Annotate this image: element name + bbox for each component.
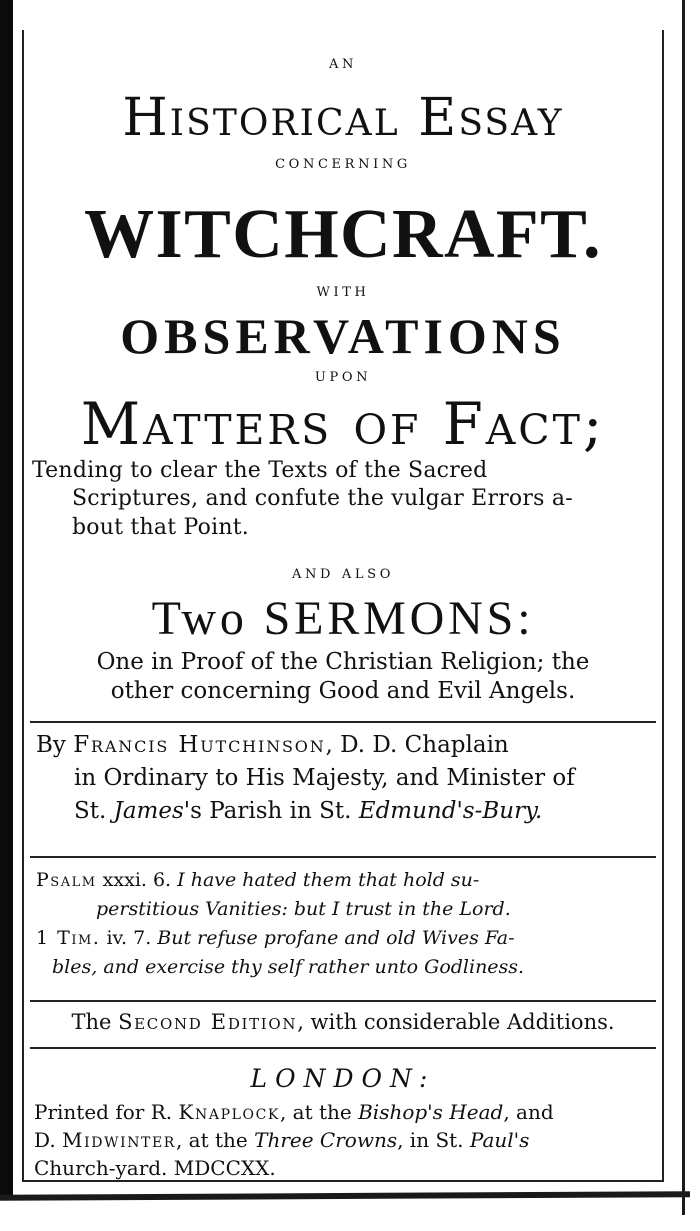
imprint-l2-b: , at the xyxy=(175,1128,248,1152)
edition-rest: , with considerable Additions. xyxy=(297,1010,615,1034)
tim-ref: 1 Tim. xyxy=(36,927,101,949)
psalm-num: xxxi. 6. xyxy=(102,869,172,891)
author-line3-b: 's Parish in St. xyxy=(183,798,352,824)
imprint-line-2 xyxy=(24,1128,672,1152)
author-place: Edmund's-Bury. xyxy=(358,798,543,824)
author-line-2: in Ordinary to His Majesty, and Minister of xyxy=(74,765,575,791)
page-edge-right xyxy=(682,0,685,1215)
epigraph-psalm-line-2: perstitious Vanities: but I trust in the Lord. xyxy=(96,898,511,920)
author-line3-a: St. xyxy=(74,798,107,824)
author-line-3 xyxy=(62,798,664,824)
epigraph-tim-line-1 xyxy=(24,927,674,949)
imprint-l1-c: , and xyxy=(503,1100,554,1124)
imprint-line-3: Church-yard. MDCCXX. xyxy=(34,1156,276,1180)
and-also: AND ALSO xyxy=(291,567,395,582)
title-witchcraft: WITCHCRAFT. xyxy=(84,196,602,273)
title-historical-essay: Historical Essay xyxy=(122,88,564,148)
epigraph-psalm-line-1 xyxy=(24,869,674,891)
sermons-line-2: other concerning Good and Evil Angels. xyxy=(110,678,576,704)
title-concerning: CONCERNING xyxy=(275,157,411,172)
title-observations: OBSERVATIONS xyxy=(120,308,566,364)
two-sermons-heading: Two SERMONS: xyxy=(151,592,535,645)
imprint-pauls: Paul's xyxy=(469,1128,530,1152)
title-upon: UPON xyxy=(314,370,372,385)
imprint-bishops-head: Bishop's Head xyxy=(358,1100,504,1124)
page-gutter-left xyxy=(0,0,13,1200)
edition-second: Second Edition xyxy=(118,1010,298,1034)
imprint-l2-c: , in St. xyxy=(397,1128,464,1152)
divider-rule xyxy=(30,721,656,723)
author-james: James xyxy=(113,798,184,824)
author-line1-rest: , D. D. Chaplain xyxy=(325,732,509,758)
imprint-line-1 xyxy=(24,1100,672,1124)
divider-rule xyxy=(30,1000,656,1002)
divider-rule xyxy=(30,1047,656,1049)
subtitle-line-2: Scriptures, and confute the vulgar Errors a- xyxy=(72,486,573,511)
sermons-line-1: One in Proof of the Christian Religion; the xyxy=(96,649,590,675)
title-an: AN xyxy=(328,57,358,72)
imprint-midwinter: Midwinter xyxy=(62,1128,176,1152)
epigraph-tim-line-2: bles, and exercise thy self rather unto Godliness. xyxy=(52,956,525,978)
divider-rule xyxy=(30,856,656,858)
imprint-l1-b: , at the xyxy=(279,1100,352,1124)
imprint-three-crowns: Three Crowns xyxy=(254,1128,398,1152)
title-matters-of-fact: Matters of Fact; xyxy=(80,390,606,458)
imprint-l2-a: D. xyxy=(34,1128,56,1152)
psalm-text-1: I have hated them that hold su- xyxy=(177,869,480,891)
title-with: WITH xyxy=(316,285,370,300)
subtitle-line-3: bout that Point. xyxy=(72,515,250,540)
edition-the: The xyxy=(71,1010,112,1034)
page-edge-bottom xyxy=(0,1191,690,1201)
imprint-london: LONDON: xyxy=(250,1064,436,1093)
author-by: By xyxy=(36,732,66,758)
subtitle-line-1: Tending to clear the Texts of the Sacred xyxy=(32,458,488,483)
tim-num: iv. 7. xyxy=(106,927,152,949)
edition-line xyxy=(24,1010,662,1034)
author-line-1 xyxy=(24,732,674,758)
psalm-ref: Psalm xyxy=(36,869,97,891)
tim-text-1: But refuse profane and old Wives Fa- xyxy=(157,927,515,949)
author-name: Francis Hutchinson xyxy=(73,732,326,758)
imprint-knaplock: Knaplock xyxy=(178,1100,280,1124)
imprint-l1-a: Printed for R. xyxy=(34,1100,173,1124)
